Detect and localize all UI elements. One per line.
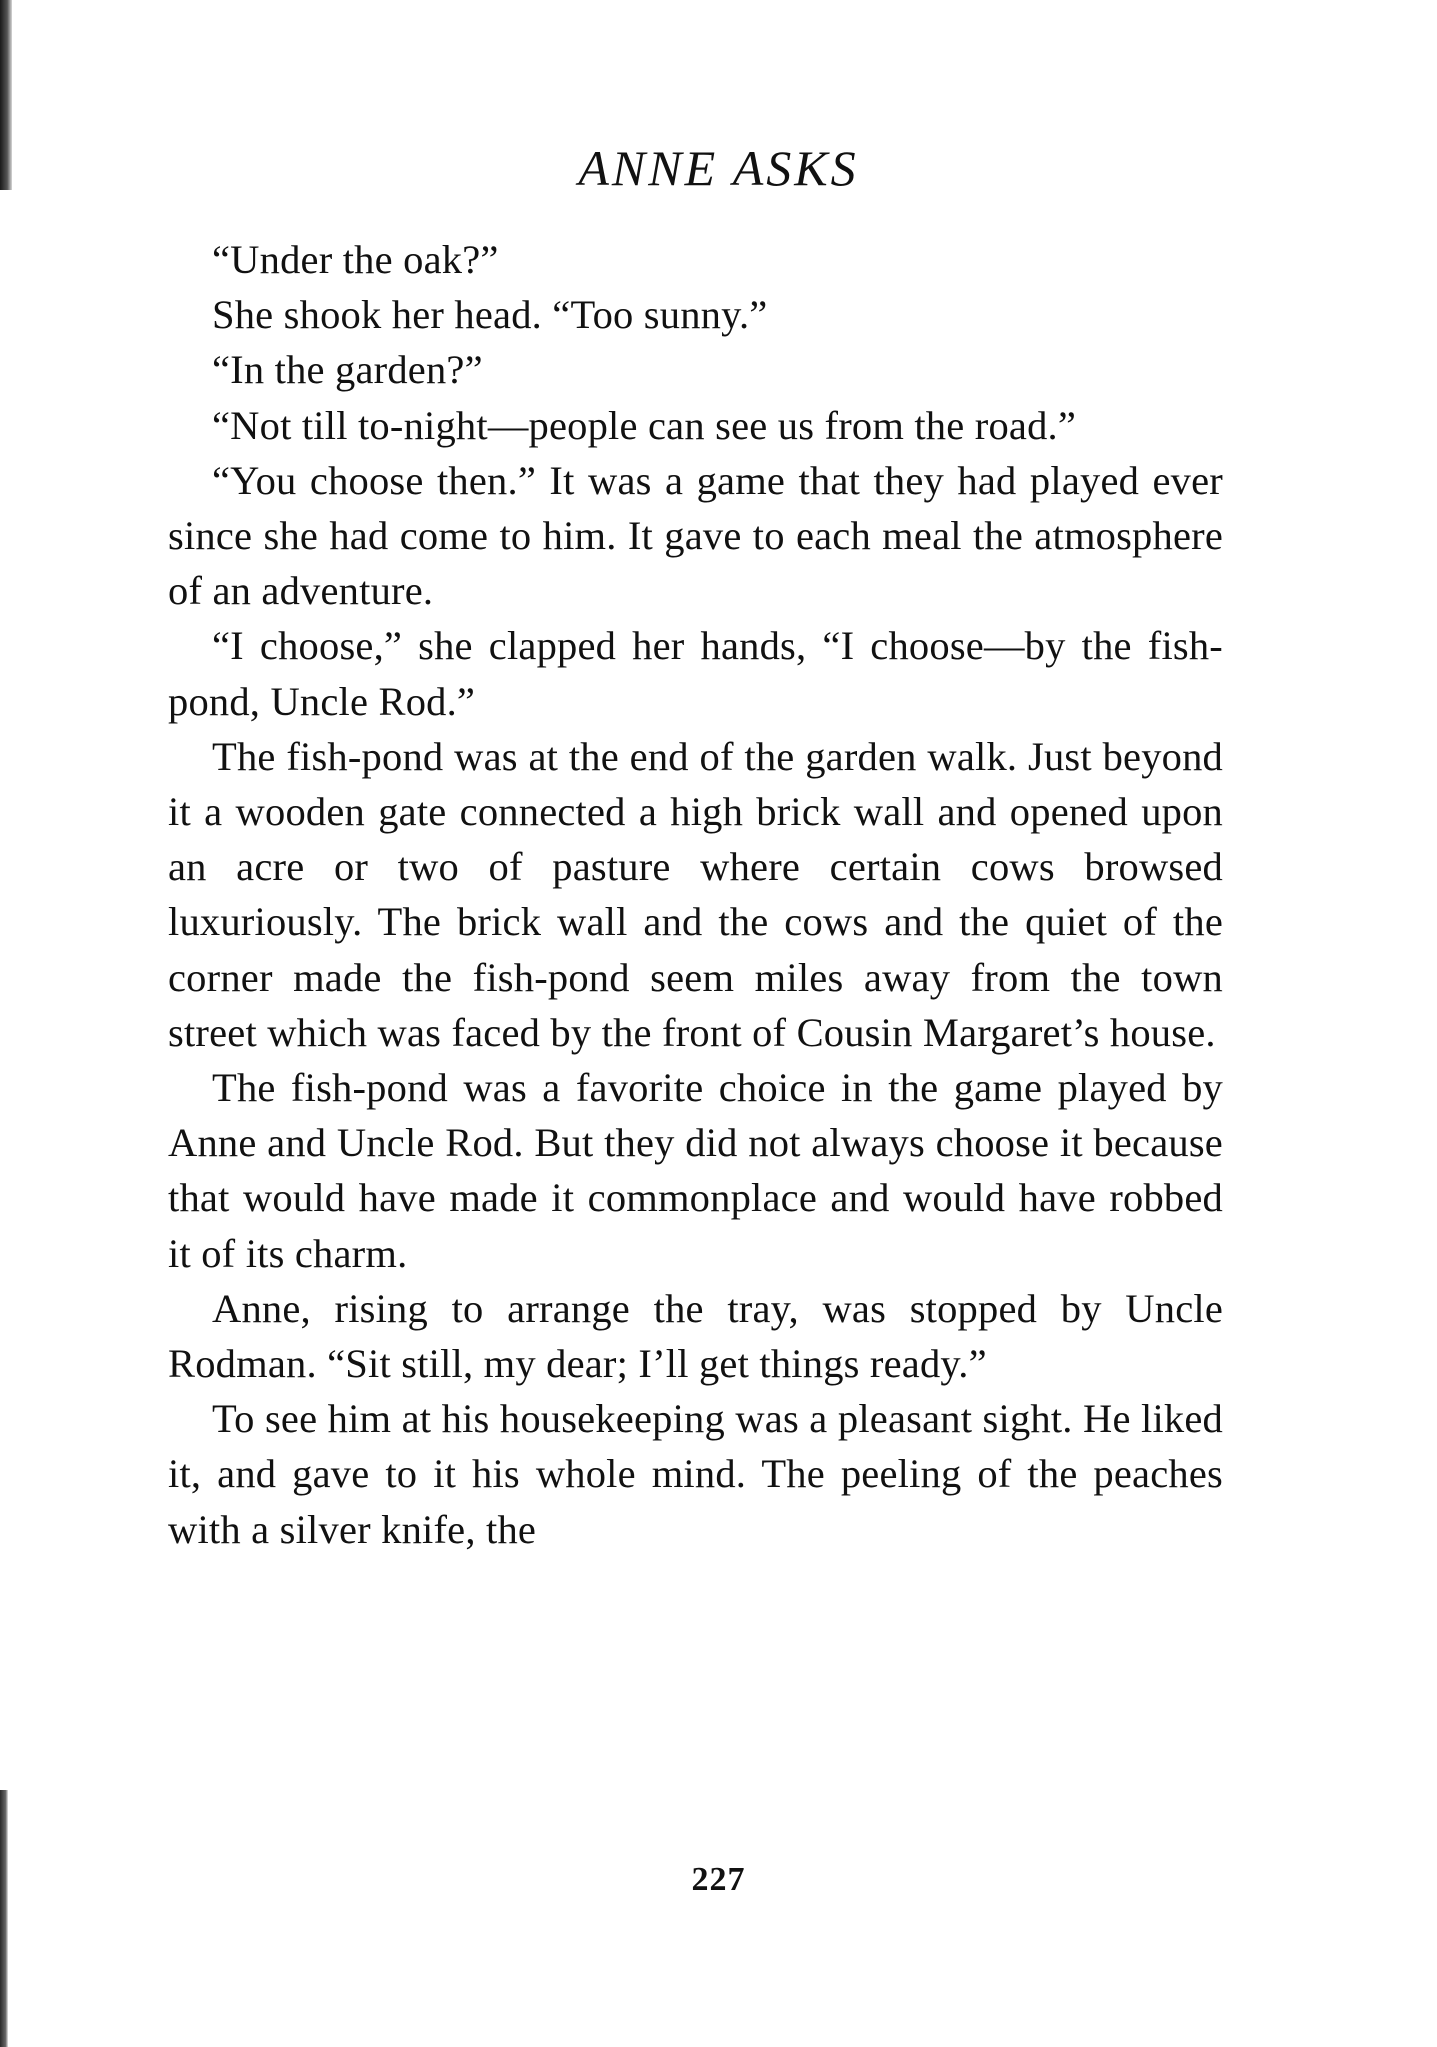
paragraph: Anne, rising to arrange the tray, was stopped by Uncle Rodman. “Sit still, my dear; I’ll get things ready.” xyxy=(168,1285,1223,1387)
paragraph: “Under the oak?” xyxy=(212,237,499,282)
binding-edge-shadow-bottom xyxy=(0,1790,8,2047)
paragraph: She shook her head. “Too sunny.” xyxy=(212,292,768,338)
paragraph: The fish-pond was a favorite choice in the game played by Anne and Uncle Rod. But they did not always choose it because that would have made it commonplace and would have robbed it of its charm. xyxy=(168,1065,1223,1276)
paragraph: “In the garden?” xyxy=(212,347,483,393)
body-text xyxy=(168,232,1223,1557)
paragraph: “Not till to-night—people can see us from the road.” xyxy=(212,402,1077,448)
paragraph: “I choose,” she clapped her hands, “I choose—by the fish-pond, Uncle Rod.” xyxy=(168,623,1223,724)
paragraph: To see him at his housekeeping was a pleasant sight. He liked it, and gave to it his whole mind. The peeling of the peaches with a silver knife, the xyxy=(168,1396,1223,1552)
paragraph: “You choose then.” It was a game that they had played ever since she had come to him. It gave to each meal the atmosphere of an adventure. xyxy=(168,457,1223,614)
paragraph: The fish-pond was at the end of the garden walk. Just beyond it a wooden gate connected a high brick wall and opened upon an acre or two of pasture where certain cows browsed luxuriously. The brick wall and the cows and the quiet of the corner made the fish-pond seem miles away from the town street which was faced by the front of Cousin Margaret’s house. xyxy=(168,733,1223,1055)
running-head: ANNE ASKS xyxy=(578,140,859,196)
page-number: 227 xyxy=(691,1861,746,1898)
